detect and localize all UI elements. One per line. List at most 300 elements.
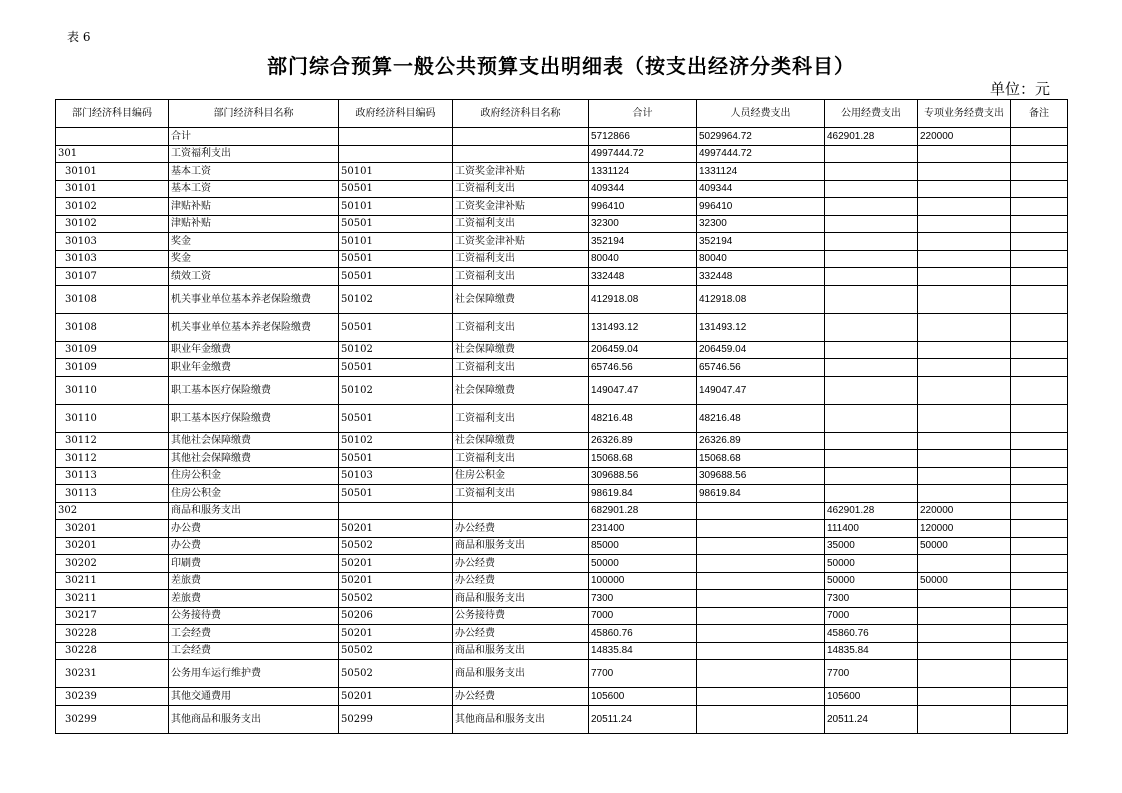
total-cell: 100000 (589, 572, 697, 590)
remarks-cell (1011, 215, 1068, 233)
dept-code-cell: 30107 (56, 268, 169, 286)
total-cell: 231400 (589, 520, 697, 538)
remarks-cell (1011, 180, 1068, 198)
total-cell: 15068.68 (589, 450, 697, 468)
personnel-cell (697, 555, 825, 573)
dept-code-cell: 30110 (56, 404, 169, 432)
remarks-cell (1011, 145, 1068, 163)
gov-name-cell: 社会保障缴费 (453, 285, 589, 313)
special-cell (918, 467, 1011, 485)
total-cell: 4997444.72 (589, 145, 697, 163)
dept-code-cell: 30108 (56, 313, 169, 341)
table-row (56, 215, 1068, 233)
remarks-cell (1011, 467, 1068, 485)
table-row (56, 625, 1068, 643)
col-gov-code-header: 政府经济科目编码 (339, 100, 453, 128)
special-cell (918, 268, 1011, 286)
gov-name-cell: 商品和服务支出 (453, 660, 589, 688)
dept-name-cell: 办公费 (169, 537, 339, 555)
dept-code-cell: 30102 (56, 198, 169, 216)
public-cell: 14835.84 (825, 642, 918, 660)
table-row (56, 313, 1068, 341)
table-row (56, 376, 1068, 404)
gov-name-cell: 社会保障缴费 (453, 341, 589, 359)
special-cell (918, 625, 1011, 643)
gov-name-cell: 其他商品和服务支出 (453, 705, 589, 733)
table-row (56, 163, 1068, 181)
dept-code-cell: 30102 (56, 215, 169, 233)
table-row (56, 537, 1068, 555)
gov-name-cell (453, 128, 589, 146)
personnel-cell: 32300 (697, 215, 825, 233)
public-cell (825, 341, 918, 359)
dept-code-cell: 30299 (56, 705, 169, 733)
total-cell: 409344 (589, 180, 697, 198)
total-cell: 1331124 (589, 163, 697, 181)
table-row (56, 404, 1068, 432)
personnel-cell: 1331124 (697, 163, 825, 181)
special-cell (918, 376, 1011, 404)
remarks-cell (1011, 688, 1068, 706)
dept-code-cell: 30228 (56, 625, 169, 643)
gov-name-cell: 商品和服务支出 (453, 590, 589, 608)
gov-name-cell: 办公经费 (453, 625, 589, 643)
total-cell: 80040 (589, 250, 697, 268)
special-cell (918, 215, 1011, 233)
personnel-cell: 98619.84 (697, 485, 825, 503)
personnel-cell: 26326.89 (697, 432, 825, 450)
total-cell: 131493.12 (589, 313, 697, 341)
gov-name-cell: 商品和服务支出 (453, 642, 589, 660)
remarks-cell (1011, 450, 1068, 468)
personnel-cell: 352194 (697, 233, 825, 251)
special-cell (918, 705, 1011, 733)
remarks-cell (1011, 128, 1068, 146)
public-cell (825, 450, 918, 468)
personnel-cell: 80040 (697, 250, 825, 268)
gov-name-cell: 工资福利支出 (453, 450, 589, 468)
total-cell: 149047.47 (589, 376, 697, 404)
dept-name-cell: 商品和服务支出 (169, 502, 339, 520)
gov-name-cell: 商品和服务支出 (453, 537, 589, 555)
gov-code-cell: 50299 (339, 705, 453, 733)
dept-code-cell: 30101 (56, 180, 169, 198)
remarks-cell (1011, 502, 1068, 520)
remarks-cell (1011, 590, 1068, 608)
table-number: 表 6 (67, 30, 91, 44)
gov-code-cell: 50102 (339, 285, 453, 313)
special-cell (918, 285, 1011, 313)
table-row (56, 285, 1068, 313)
special-cell (918, 341, 1011, 359)
table-row (56, 233, 1068, 251)
dept-code-cell: 30103 (56, 250, 169, 268)
dept-code-cell: 30109 (56, 341, 169, 359)
gov-code-cell: 50101 (339, 233, 453, 251)
remarks-cell (1011, 163, 1068, 181)
remarks-cell (1011, 198, 1068, 216)
gov-code-cell: 50201 (339, 688, 453, 706)
gov-code-cell: 50501 (339, 268, 453, 286)
dept-name-cell: 职业年金缴费 (169, 341, 339, 359)
gov-code-cell: 50201 (339, 625, 453, 643)
special-cell (918, 404, 1011, 432)
table-row (56, 268, 1068, 286)
special-cell: 220000 (918, 128, 1011, 146)
gov-name-cell: 工资福利支出 (453, 485, 589, 503)
dept-code-cell: 30217 (56, 607, 169, 625)
dept-code-cell: 301 (56, 145, 169, 163)
gov-code-cell: 50502 (339, 537, 453, 555)
personnel-cell (697, 520, 825, 538)
total-cell: 98619.84 (589, 485, 697, 503)
dept-name-cell: 机关事业单位基本养老保险缴费 (169, 285, 339, 313)
public-cell: 7700 (825, 660, 918, 688)
dept-code-cell: 30239 (56, 688, 169, 706)
dept-code-cell: 30202 (56, 555, 169, 573)
gov-code-cell (339, 128, 453, 146)
dept-name-cell: 绩效工资 (169, 268, 339, 286)
remarks-cell (1011, 313, 1068, 341)
public-cell: 20511.24 (825, 705, 918, 733)
gov-code-cell: 50102 (339, 341, 453, 359)
col-dept-name-header: 部门经济科目名称 (169, 100, 339, 128)
dept-name-cell: 基本工资 (169, 180, 339, 198)
personnel-cell: 5029964.72 (697, 128, 825, 146)
special-cell: 50000 (918, 537, 1011, 555)
col-remarks-header: 备注 (1011, 100, 1068, 128)
remarks-cell (1011, 485, 1068, 503)
dept-code-cell: 30211 (56, 572, 169, 590)
gov-code-cell: 50501 (339, 485, 453, 503)
special-cell (918, 607, 1011, 625)
dept-name-cell: 职工基本医疗保险缴费 (169, 404, 339, 432)
public-cell (825, 215, 918, 233)
public-cell (825, 250, 918, 268)
public-cell (825, 404, 918, 432)
personnel-cell: 409344 (697, 180, 825, 198)
total-cell: 50000 (589, 555, 697, 573)
dept-name-cell: 其他商品和服务支出 (169, 705, 339, 733)
dept-code-cell (56, 128, 169, 146)
personnel-cell: 48216.48 (697, 404, 825, 432)
gov-code-cell: 50501 (339, 359, 453, 377)
gov-code-cell: 50501 (339, 215, 453, 233)
public-cell (825, 313, 918, 341)
gov-code-cell: 50501 (339, 180, 453, 198)
special-cell: 220000 (918, 502, 1011, 520)
total-cell: 352194 (589, 233, 697, 251)
personnel-cell: 149047.47 (697, 376, 825, 404)
gov-code-cell: 50501 (339, 313, 453, 341)
special-cell (918, 555, 1011, 573)
remarks-cell (1011, 520, 1068, 538)
gov-name-cell: 工资奖金津补贴 (453, 198, 589, 216)
gov-code-cell: 50101 (339, 163, 453, 181)
public-cell (825, 376, 918, 404)
total-cell: 7300 (589, 590, 697, 608)
table-row (56, 359, 1068, 377)
special-cell (918, 233, 1011, 251)
table-row (56, 198, 1068, 216)
table-row (56, 250, 1068, 268)
personnel-cell (697, 688, 825, 706)
remarks-cell (1011, 404, 1068, 432)
remarks-cell (1011, 642, 1068, 660)
total-cell: 105600 (589, 688, 697, 706)
table-row (56, 607, 1068, 625)
unit-label: 单位：元 (990, 80, 1051, 98)
special-cell (918, 180, 1011, 198)
gov-code-cell: 50201 (339, 572, 453, 590)
dept-name-cell: 职工基本医疗保险缴费 (169, 376, 339, 404)
gov-name-cell (453, 502, 589, 520)
remarks-cell (1011, 285, 1068, 313)
gov-code-cell: 50103 (339, 467, 453, 485)
special-cell (918, 359, 1011, 377)
personnel-cell (697, 705, 825, 733)
dept-code-cell: 30110 (56, 376, 169, 404)
total-cell: 309688.56 (589, 467, 697, 485)
table-row (56, 520, 1068, 538)
personnel-cell (697, 660, 825, 688)
dept-name-cell: 津贴补贴 (169, 215, 339, 233)
gov-name-cell: 办公经费 (453, 688, 589, 706)
col-public-header: 公用经费支出 (825, 100, 918, 128)
total-cell: 5712866 (589, 128, 697, 146)
gov-name-cell: 工资福利支出 (453, 180, 589, 198)
total-cell: 48216.48 (589, 404, 697, 432)
col-special-header: 专项业务经费支出 (918, 100, 1011, 128)
dept-name-cell: 差旅费 (169, 572, 339, 590)
remarks-cell (1011, 268, 1068, 286)
dept-name-cell: 住房公积金 (169, 485, 339, 503)
personnel-cell: 412918.08 (697, 285, 825, 313)
col-total-header: 合计 (589, 100, 697, 128)
gov-name-cell: 社会保障缴费 (453, 432, 589, 450)
dept-name-cell: 奖金 (169, 250, 339, 268)
remarks-cell (1011, 359, 1068, 377)
page-title: 部门综合预算一般公共预算支出明细表（按支出经济分类科目） (267, 54, 855, 78)
table-row (56, 341, 1068, 359)
dept-name-cell: 奖金 (169, 233, 339, 251)
personnel-cell (697, 590, 825, 608)
budget-table (55, 99, 1068, 734)
personnel-cell: 4997444.72 (697, 145, 825, 163)
public-cell: 462901.28 (825, 128, 918, 146)
total-cell: 7700 (589, 660, 697, 688)
dept-name-cell: 职业年金缴费 (169, 359, 339, 377)
table-row (56, 502, 1068, 520)
special-cell (918, 660, 1011, 688)
total-cell: 412918.08 (589, 285, 697, 313)
remarks-cell (1011, 341, 1068, 359)
dept-name-cell: 合计 (169, 128, 339, 146)
total-cell: 682901.28 (589, 502, 697, 520)
personnel-cell: 996410 (697, 198, 825, 216)
special-cell (918, 590, 1011, 608)
dept-name-cell: 其他社会保障缴费 (169, 450, 339, 468)
table-row (56, 128, 1068, 146)
gov-name-cell (453, 145, 589, 163)
personnel-cell: 309688.56 (697, 467, 825, 485)
dept-code-cell: 30112 (56, 450, 169, 468)
remarks-cell (1011, 250, 1068, 268)
gov-name-cell: 办公经费 (453, 572, 589, 590)
remarks-cell (1011, 660, 1068, 688)
public-cell: 462901.28 (825, 502, 918, 520)
public-cell: 50000 (825, 555, 918, 573)
table-row (56, 688, 1068, 706)
remarks-cell (1011, 607, 1068, 625)
special-cell (918, 198, 1011, 216)
gov-code-cell: 50501 (339, 450, 453, 468)
col-dept-code-header: 部门经济科目编码 (56, 100, 169, 128)
public-cell: 50000 (825, 572, 918, 590)
gov-code-cell: 50502 (339, 660, 453, 688)
special-cell (918, 432, 1011, 450)
gov-name-cell: 工资奖金津补贴 (453, 233, 589, 251)
gov-name-cell: 办公经费 (453, 520, 589, 538)
gov-code-cell: 50206 (339, 607, 453, 625)
personnel-cell: 131493.12 (697, 313, 825, 341)
gov-name-cell: 公务接待费 (453, 607, 589, 625)
public-cell: 7000 (825, 607, 918, 625)
dept-name-cell: 基本工资 (169, 163, 339, 181)
personnel-cell: 332448 (697, 268, 825, 286)
total-cell: 65746.56 (589, 359, 697, 377)
gov-name-cell: 办公经费 (453, 555, 589, 573)
table-row (56, 572, 1068, 590)
total-cell: 32300 (589, 215, 697, 233)
personnel-cell (697, 642, 825, 660)
personnel-cell (697, 572, 825, 590)
public-cell: 35000 (825, 537, 918, 555)
dept-code-cell: 30108 (56, 285, 169, 313)
col-personnel-header: 人员经费支出 (697, 100, 825, 128)
dept-name-cell: 工会经费 (169, 625, 339, 643)
personnel-cell (697, 502, 825, 520)
total-cell: 14835.84 (589, 642, 697, 660)
gov-code-cell: 50201 (339, 555, 453, 573)
gov-code-cell: 50101 (339, 198, 453, 216)
dept-code-cell: 30113 (56, 467, 169, 485)
gov-code-cell: 50102 (339, 376, 453, 404)
public-cell (825, 268, 918, 286)
table-row (56, 450, 1068, 468)
total-cell: 26326.89 (589, 432, 697, 450)
gov-name-cell: 工资福利支出 (453, 313, 589, 341)
dept-name-cell: 津贴补贴 (169, 198, 339, 216)
dept-name-cell: 其他社会保障缴费 (169, 432, 339, 450)
table-row (56, 145, 1068, 163)
special-cell (918, 450, 1011, 468)
dept-code-cell: 30112 (56, 432, 169, 450)
table-header (56, 100, 1068, 128)
dept-code-cell: 30113 (56, 485, 169, 503)
table-row (56, 555, 1068, 573)
personnel-cell: 15068.68 (697, 450, 825, 468)
gov-name-cell: 工资奖金津补贴 (453, 163, 589, 181)
col-gov-name-header: 政府经济科目名称 (453, 100, 589, 128)
dept-code-cell: 30101 (56, 163, 169, 181)
public-cell: 45860.76 (825, 625, 918, 643)
gov-code-cell (339, 502, 453, 520)
gov-name-cell: 住房公积金 (453, 467, 589, 485)
table-row (56, 705, 1068, 733)
dept-name-cell: 差旅费 (169, 590, 339, 608)
table-body (56, 128, 1068, 734)
table-row (56, 467, 1068, 485)
remarks-cell (1011, 625, 1068, 643)
special-cell: 120000 (918, 520, 1011, 538)
total-cell: 996410 (589, 198, 697, 216)
public-cell (825, 233, 918, 251)
dept-name-cell: 印刷费 (169, 555, 339, 573)
dept-name-cell: 办公费 (169, 520, 339, 538)
dept-name-cell: 工会经费 (169, 642, 339, 660)
special-cell (918, 485, 1011, 503)
remarks-cell (1011, 432, 1068, 450)
gov-code-cell: 50502 (339, 642, 453, 660)
total-cell: 206459.04 (589, 341, 697, 359)
dept-code-cell: 30231 (56, 660, 169, 688)
total-cell: 332448 (589, 268, 697, 286)
remarks-cell (1011, 705, 1068, 733)
dept-name-cell: 工资福利支出 (169, 145, 339, 163)
public-cell (825, 467, 918, 485)
dept-name-cell: 公务接待费 (169, 607, 339, 625)
dept-code-cell: 30201 (56, 520, 169, 538)
gov-code-cell: 50102 (339, 432, 453, 450)
remarks-cell (1011, 572, 1068, 590)
public-cell: 105600 (825, 688, 918, 706)
special-cell (918, 688, 1011, 706)
public-cell: 7300 (825, 590, 918, 608)
total-cell: 45860.76 (589, 625, 697, 643)
gov-name-cell: 工资福利支出 (453, 404, 589, 432)
personnel-cell (697, 607, 825, 625)
dept-code-cell: 30109 (56, 359, 169, 377)
public-cell (825, 180, 918, 198)
public-cell (825, 359, 918, 377)
personnel-cell: 65746.56 (697, 359, 825, 377)
personnel-cell (697, 537, 825, 555)
table-row (56, 180, 1068, 198)
dept-code-cell: 30201 (56, 537, 169, 555)
dept-code-cell: 30211 (56, 590, 169, 608)
dept-code-cell: 302 (56, 502, 169, 520)
table-row (56, 485, 1068, 503)
gov-name-cell: 工资福利支出 (453, 250, 589, 268)
gov-name-cell: 工资福利支出 (453, 268, 589, 286)
special-cell (918, 250, 1011, 268)
public-cell (825, 163, 918, 181)
public-cell (825, 432, 918, 450)
total-cell: 7000 (589, 607, 697, 625)
header-row (56, 100, 1068, 128)
gov-name-cell: 工资福利支出 (453, 215, 589, 233)
remarks-cell (1011, 376, 1068, 404)
dept-name-cell: 公务用车运行维护费 (169, 660, 339, 688)
special-cell (918, 642, 1011, 660)
public-cell: 111400 (825, 520, 918, 538)
public-cell (825, 485, 918, 503)
public-cell (825, 198, 918, 216)
remarks-cell (1011, 555, 1068, 573)
special-cell: 50000 (918, 572, 1011, 590)
dept-name-cell: 机关事业单位基本养老保险缴费 (169, 313, 339, 341)
